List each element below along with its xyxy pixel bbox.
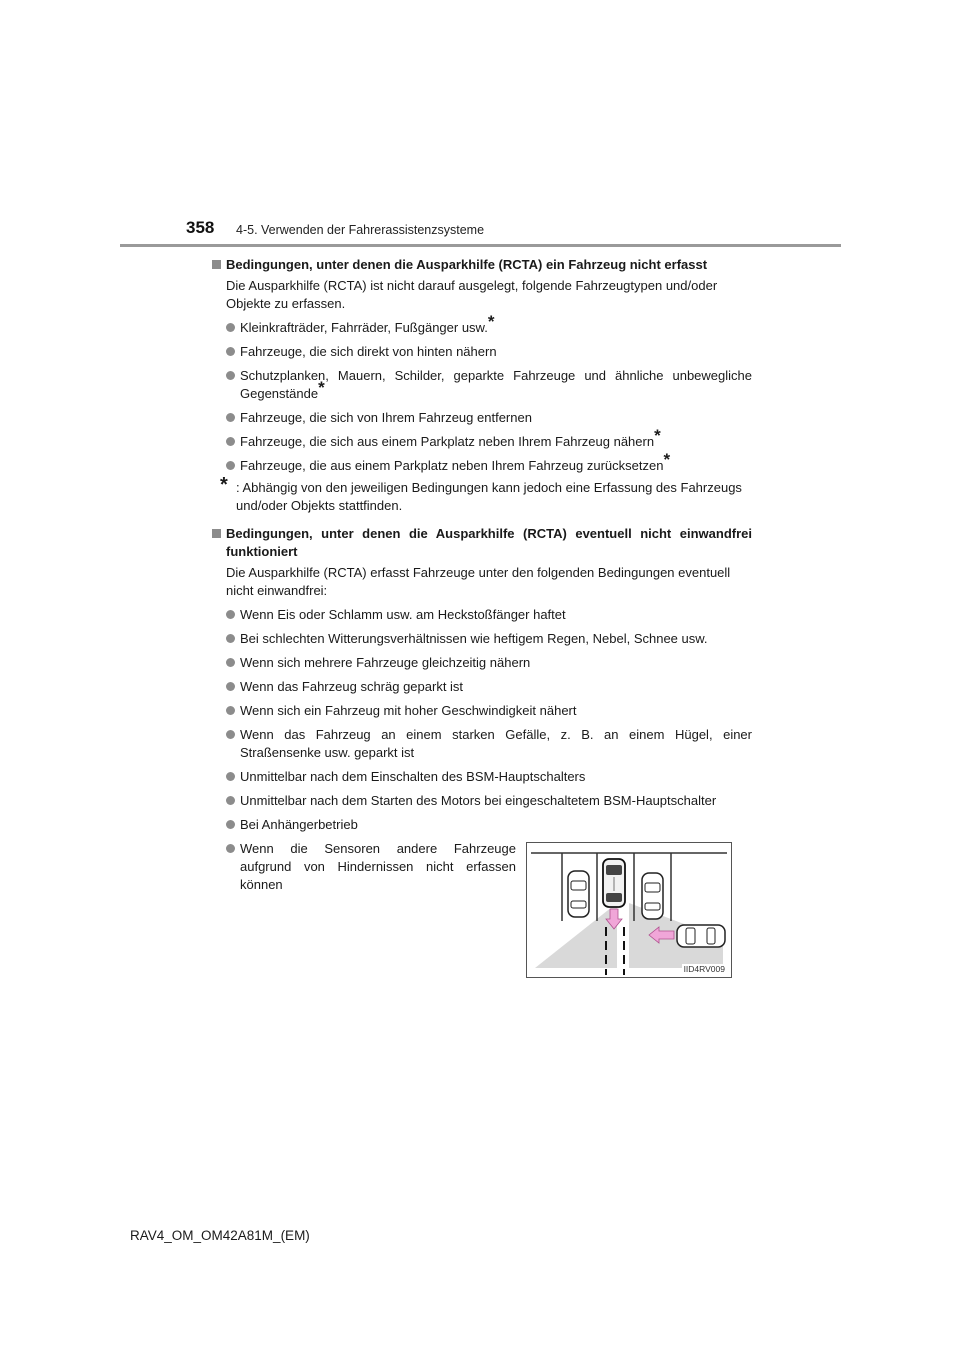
circle-bullet-icon [226,772,235,781]
section1-heading [212,256,752,274]
list-item: Wenn die Sensoren andere Fahrzeuge aufgrund von Hindernissen nicht erfassen können [212,840,516,894]
circle-bullet-icon [226,634,235,643]
list-item: Wenn das Fahrzeug an einem starken Gefälle, z. B. an einem Hügel, einer Straßensenke usw. geparkt ist [212,726,752,762]
section2-heading-text: Bedingungen, unter denen die Ausparkhilfe (RCTA) eventuell nicht einwandfrei funktioniert [226,526,752,559]
header-rule [120,244,841,247]
footnote-asterisk: * [220,474,228,496]
asterisk-mark: * [487,312,495,331]
circle-bullet-icon [226,730,235,739]
circle-bullet-icon [226,796,235,805]
figure-code: IID4RV009 [683,964,725,974]
footer-doc-code: RAV4_OM_OM42A81M_(EM) [130,1228,310,1243]
list-item: Bei Anhängerbetrieb [212,816,752,834]
circle-bullet-icon [226,706,235,715]
approaching-car [677,925,725,947]
circle-bullet-icon [226,658,235,667]
section1-heading-text: Bedingungen, unter denen die Ausparkhilfe (RCTA) ein Fahrzeug nicht erfasst [226,257,708,272]
list-item: Fahrzeuge, die sich von Ihrem Fahrzeug entfernen [212,409,752,427]
circle-bullet-icon [226,347,235,356]
list-item: Wenn sich ein Fahrzeug mit hoher Geschwindigkeit nähert [212,702,752,720]
list-item: Schutzplanken, Mauern, Schilder, geparkte Fahrzeuge und ähnliche unbewegliche Gegenstände* [212,367,752,403]
page-number: 358 [186,218,215,237]
circle-bullet-icon [226,461,235,470]
parked-car-left [568,871,589,917]
parking-diagram [527,843,731,977]
list-item: Wenn Eis oder Schlamm usw. am Heckstoßfänger haftet [212,606,752,624]
list-item: Fahrzeuge, die sich aus einem Parkplatz neben Ihrem Fahrzeug nähern* [212,433,752,451]
circle-bullet-icon [226,610,235,619]
content [212,256,752,894]
section2-intro: Die Ausparkhilfe (RCTA) erfasst Fahrzeuge unter den folgenden Bedingungen eventuell nicht einwandfrei: [226,565,731,598]
list-item: Wenn sich mehrere Fahrzeuge gleichzeitig nähern [212,654,752,672]
section2-heading [212,525,752,561]
circle-bullet-icon [226,437,235,446]
footnote [212,474,752,515]
parking-illustration [526,842,732,978]
section1-intro: Die Ausparkhilfe (RCTA) ist nicht darauf ausgelegt, folgende Fahrzeugtypen und/oder Objekte zu erfassen. [226,278,718,311]
square-bullet-icon [212,260,221,269]
circle-bullet-icon [226,820,235,829]
asterisk-mark: * [654,426,661,445]
own-vehicle [603,859,625,907]
parked-car-right [642,873,663,919]
circle-bullet-icon [226,844,235,853]
list-item: Kleinkrafträder, Fahrräder, Fußgänger usw.* [212,319,752,337]
section-title: 4-5. Verwenden der Fahrerassistenzsysteme [236,223,485,237]
asterisk-mark: * [663,450,671,469]
list-item: Unmittelbar nach dem Starten des Motors bei eingeschaltetem BSM-Hauptschalter [212,792,752,810]
square-bullet-icon [212,529,221,538]
footnote-text: : Abhängig von den jeweiligen Bedingungen kann jedoch eine Erfassung des Fahrzeugs und/oder Objekts stattfinden. [236,480,742,513]
list-item: Unmittelbar nach dem Einschalten des BSM-Hauptschalters [212,768,752,786]
list-item: Fahrzeuge, die sich direkt von hinten nähern [212,343,752,361]
section1-list [212,312,752,475]
circle-bullet-icon [226,413,235,422]
circle-bullet-icon [226,323,235,332]
asterisk-mark: * [318,378,325,397]
circle-bullet-icon [226,371,235,380]
list-item: Bei schlechten Witterungsverhältnissen wie heftigem Regen, Nebel, Schnee usw. [212,630,752,648]
list-item: Wenn das Fahrzeug schräg geparkt ist [212,678,752,696]
circle-bullet-icon [226,682,235,691]
list-item: Fahrzeuge, die aus einem Parkplatz neben Ihrem Fahrzeug zurücksetzen* [212,457,752,475]
